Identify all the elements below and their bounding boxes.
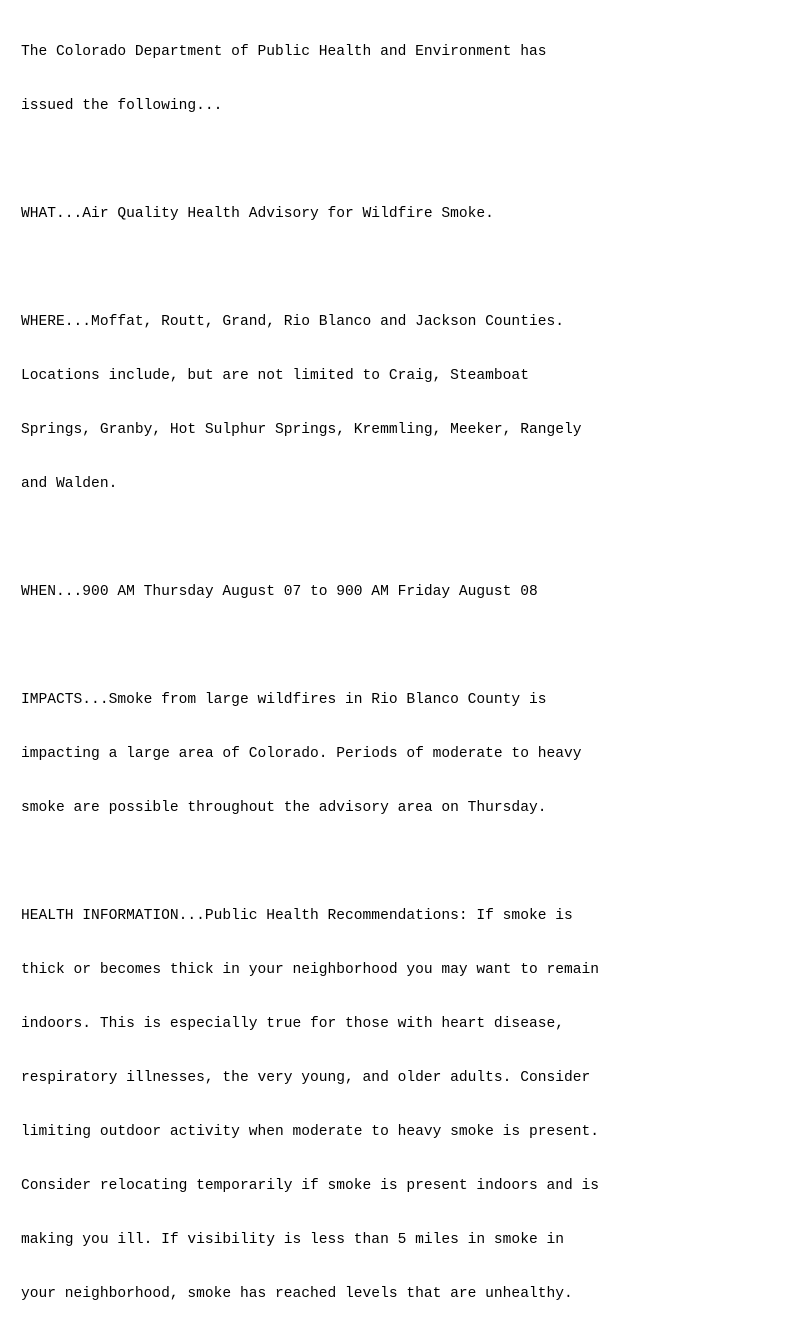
blank-line	[21, 529, 599, 547]
impacts-line: IMPACTS...Smoke from large wildfires in Rio Blanco County is	[21, 692, 547, 708]
health-info-line: limiting outdoor activity when moderate to heavy smoke is present.	[21, 1124, 600, 1140]
blank-line	[21, 259, 599, 277]
advisory-text	[21, 7, 599, 1321]
what-line: WHAT...Air Quality Health Advisory for Wildfire Smoke.	[21, 206, 494, 222]
impacts-line: impacting a large area of Colorado. Periods of moderate to heavy	[21, 746, 582, 762]
blank-line	[21, 853, 599, 871]
health-info-line: respiratory illnesses, the very young, and older adults. Consider	[21, 1070, 591, 1086]
health-info-line: your neighborhood, smoke has reached levels that are unhealthy.	[21, 1286, 573, 1302]
blank-line	[21, 151, 599, 169]
health-info-line: indoors. This is especially true for those with heart disease,	[21, 1016, 564, 1032]
health-info-line: Consider relocating temporarily if smoke is present indoors and is	[21, 1178, 600, 1194]
where-line: WHERE...Moffat, Routt, Grand, Rio Blanco and Jackson Counties.	[21, 314, 564, 330]
where-line: and Walden.	[21, 476, 118, 492]
where-line: Locations include, but are not limited to Craig, Steamboat	[21, 368, 529, 384]
impacts-line: smoke are possible throughout the advisory area on Thursday.	[21, 800, 547, 816]
health-info-line: HEALTH INFORMATION...Public Health Recommendations: If smoke is	[21, 908, 573, 924]
blank-line	[21, 637, 599, 655]
health-info-line: thick or becomes thick in your neighborhood you may want to remain	[21, 962, 600, 978]
health-info-line: making you ill. If visibility is less than 5 miles in smoke in	[21, 1232, 564, 1248]
intro-line: issued the following...	[21, 98, 223, 114]
when-line: WHEN...900 AM Thursday August 07 to 900 AM Friday August 08	[21, 584, 538, 600]
intro-line: The Colorado Department of Public Health and Environment has	[21, 44, 547, 60]
where-line: Springs, Granby, Hot Sulphur Springs, Kremmling, Meeker, Rangely	[21, 422, 582, 438]
